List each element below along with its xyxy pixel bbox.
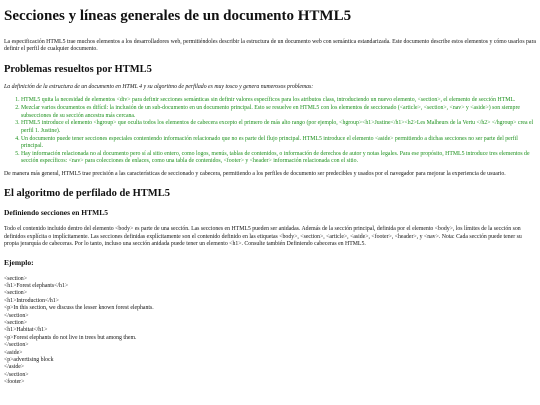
- problems-summary: De manera más general, HTML5 trae precisión a las características de seccionado y cabecera, permitiendo a los perfiles de documento ser predecibles y usados por el navegador para mejorar la experiencia de usuario.: [4, 170, 506, 177]
- list-item: 1. HTML5 quita la necesidad de elementos <div> para definir secciones semánticas sin definir valores específicos para los atributos class, introduciendo un nuevo elemento, <section>, el elemento de sección HTML.: [21, 97, 536, 104]
- code-line: <h1>Forest elephants</h1>: [4, 282, 69, 289]
- code-line: </section>: [4, 371, 29, 378]
- problems-lead: La definición de la estructura de un documento en HTML 4 y su algoritmo de perfilado es muy tosco y genera numerosos problemas:: [4, 83, 314, 90]
- code-line: <p>In this section, we discuss the lesser known forest elephants.: [4, 305, 154, 312]
- code-line: </aside>: [4, 364, 25, 371]
- code-line: <aside>: [4, 349, 23, 356]
- code-line: <section>: [4, 290, 27, 297]
- problems-heading: Problemas resueltos por HTML5: [4, 63, 152, 75]
- code-line: <h1>Introduction</h1>: [4, 297, 59, 304]
- sections-subheading: Definiendo secciones en HTML5: [4, 208, 108, 218]
- intro-paragraph: La especificación HTML5 trae muchos elementos a los desarrolladores web, permitiéndoles describir la estructura de un documento web con semántica estandarizada. Este documento describe estos elementos y cómo usarlos para definir el perfil de cualquier documento.: [4, 39, 536, 53]
- code-line: <p>advertising block: [4, 356, 54, 363]
- list-item: 3. HTML5 introduce el elemento <hgroup> que oculta todos los elementos de cabecera excepto el primero de más alto rango (por ejemplo, <hgroup><h1>Justine</h1><h2>Les Malheurs de la Vertu </h2> </hgroup> crea el perfil 1. Justine).: [21, 120, 536, 135]
- code-line: <footer>: [4, 379, 25, 386]
- code-line: </section>: [4, 342, 29, 349]
- example-label: Ejemplo:: [4, 257, 34, 267]
- list-item: 2. Mezclar varios documentos es difícil: la inclusión de un sub-documento en un documento principal. Esto se resuelve en HTML5 con los elementos de seccionado (<article>, <section>, <nav> y <aside>) son siempre subsecciones de su sección ancestra más cercana.: [21, 105, 536, 120]
- problems-list: [4, 97, 536, 166]
- list-item: 5. Hay información relacionada no al documento pero sí al sitio entero, como logos, menús, tablas de contenidos, o información de derechos de autor y notas legales. Para ese propósito, HTML5 introduce tres elementos de sección específicos: <nav> para colecciones de enlaces, como una tabla de contenidos, <footer> y <header> información relacionada con el sitio.: [21, 151, 536, 166]
- sections-paragraph: Todo el contenido incluido dentro del elemento <body> es parte de una sección. Las secciones en HTML5 pueden ser anidadas. Además de la sección principal, definida por el elemento <body>, los límites de la sección son definidos explícita o implícitamente. Las secciones definidas explícitamente son el contenido definido en las etiquetas <body>, <section>, <article>, <aside>, <footer>, <header>, y <nav>. Nota: Cada sección puede tener su propia jerarquía de cabeceras. Por lo tanto, incluso una sección anidada puede tener un elemento <h1>. Consulte también Definiendo cabeceras en HTML5.: [4, 226, 522, 248]
- page-title: Secciones y líneas generales de un documento HTML5: [4, 8, 352, 24]
- code-example: [4, 276, 536, 387]
- code-line: </section>: [4, 312, 29, 319]
- code-line: <h1>Habitat</h1>: [4, 327, 48, 334]
- code-line: <p>Forest elephants do not live in trees but among them.: [4, 334, 137, 341]
- list-item: 4. Un documento puede tener secciones especiales conteniendo información relacionado que no es parte del flujo principal. HTML5 introduce el elemento <aside> permitiendo a dichas secciones no ser parte del perfil principal.: [21, 136, 536, 151]
- algorithm-heading: El algoritmo de perfilado de HTML5: [4, 188, 170, 200]
- code-line: <section>: [4, 275, 27, 282]
- code-line: <section>: [4, 319, 27, 326]
